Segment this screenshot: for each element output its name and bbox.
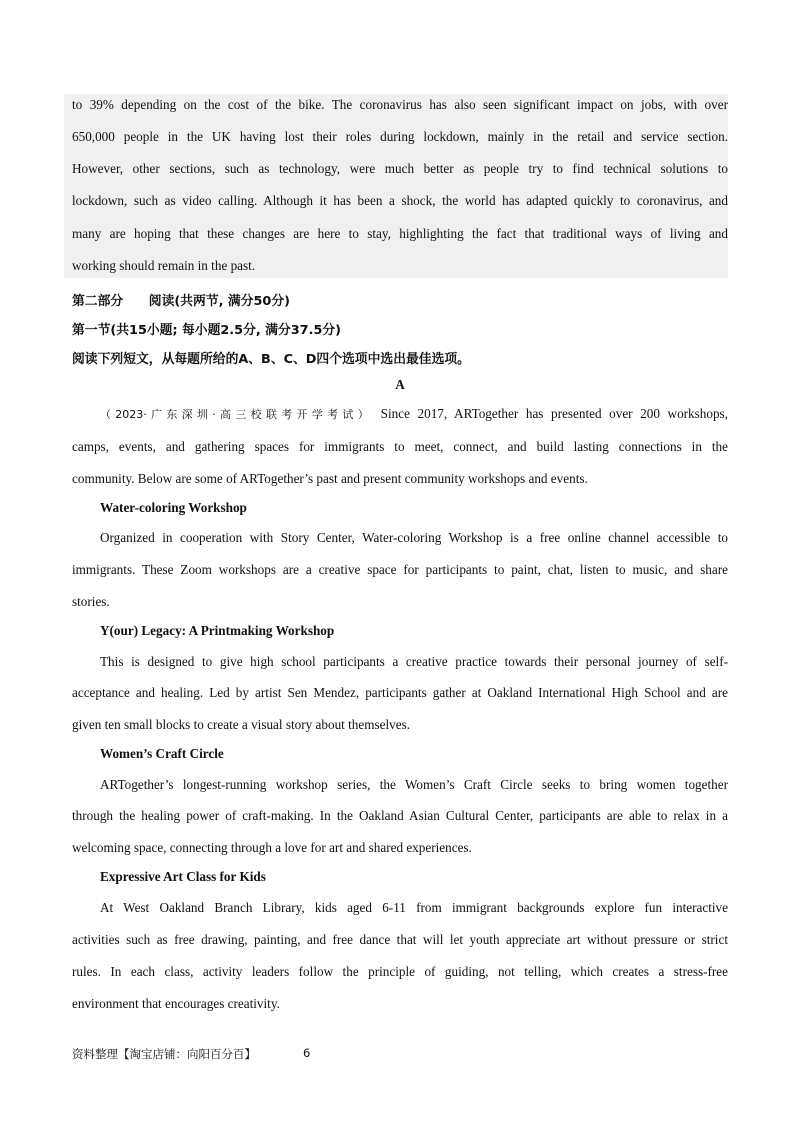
section-subpart-heading: 第一节(共15小题; 每小题2.5分, 满分37.5分) xyxy=(72,323,341,338)
continuation-line: lockdown, such as video calling. Although it has been a shock, the world has adapted quickly to coronavirus, and xyxy=(72,193,728,208)
workshop-text-line: environment that encourages creativity. xyxy=(72,996,280,1011)
intro-first-line xyxy=(100,406,728,422)
continuation-line: many are hoping that these changes are here to stay, highlighting the fact that traditional ways of living and xyxy=(72,226,728,241)
workshop-title: Women’s Craft Circle xyxy=(100,746,224,761)
footer-source-text: 资料整理【淘宝店铺：向阳百分百】 xyxy=(72,1047,256,1061)
shaded-passage-block xyxy=(64,94,728,278)
workshop-text-line: At West Oakland Branch Library, kids aged 6-11 from immigrant backgrounds explore fun interactive xyxy=(100,900,728,915)
workshop-text-line: through the healing power of craft-making. In the Oakland Asian Cultural Center, participants are able to relax in a xyxy=(72,808,728,823)
workshop-text-line: ARTogether’s longest-running workshop series, the Women’s Craft Circle seeks to bring women together xyxy=(100,777,728,792)
page-number: 6 xyxy=(303,1046,311,1060)
workshop-title: Y(our) Legacy: A Printmaking Workshop xyxy=(100,623,335,638)
workshop-text-line: rules. In each class, activity leaders follow the principle of guiding, not telling, which creates a stress-free xyxy=(72,964,728,979)
intro-line: camps, events, and gathering spaces for immigrants to meet, connect, and build lasting connections in the xyxy=(72,439,728,454)
workshop-text-line: activities such as free drawing, painting, and free dance that will let youth appreciate art without pressure or strict xyxy=(72,932,728,947)
continuation-line: 650,000 people in the UK having lost their roles during lockdown, mainly in the retail and service section. xyxy=(72,129,728,144)
section-part-heading: 第二部分 阅读(共两节, 满分50分) xyxy=(72,294,290,309)
question-source: （2023·广东深圳·高三校联考开学考试） xyxy=(100,408,374,421)
workshop-text-line: stories. xyxy=(72,594,110,609)
continuation-line: working should remain in the past. xyxy=(72,258,256,273)
intro-line: community. Below are some of ARTogether’s past and present community workshops and events. xyxy=(72,471,588,486)
intro-text: Since 2017, ARTogether has presented over 200 workshops, xyxy=(380,406,728,421)
workshop-text-line: welcoming space, connecting through a love for art and shared experiences. xyxy=(72,840,472,855)
workshop-title: Expressive Art Class for Kids xyxy=(100,869,266,884)
continuation-line: to 39% depending on the cost of the bike. The coronavirus has also seen significant impact on jobs, with over xyxy=(72,97,728,112)
workshop-text-line: given ten small blocks to create a visual story about themselves. xyxy=(72,717,411,732)
section-instruction: 阅读下列短文，从每题所给的A、B、C、D四个选项中选出最佳选项。 xyxy=(72,352,470,367)
workshop-text-line: Organized in cooperation with Story Center, Water-coloring Workshop is a free online channel accessible to xyxy=(100,530,728,545)
workshop-text-line: immigrants. These Zoom workshops are a creative space for participants to paint, chat, listen to music, and share xyxy=(72,562,728,577)
workshop-text-line: acceptance and healing. Led by artist Sen Mendez, participants gather at Oakland International High School and are xyxy=(72,685,728,700)
workshop-title: Water-coloring Workshop xyxy=(100,500,247,515)
continuation-line: However, other sections, such as technology, were much better as people try to find technical solutions to xyxy=(72,161,728,176)
passage-letter: A xyxy=(395,377,405,392)
workshop-text-line: This is designed to give high school participants a creative practice towards their personal journey of self- xyxy=(100,654,728,669)
